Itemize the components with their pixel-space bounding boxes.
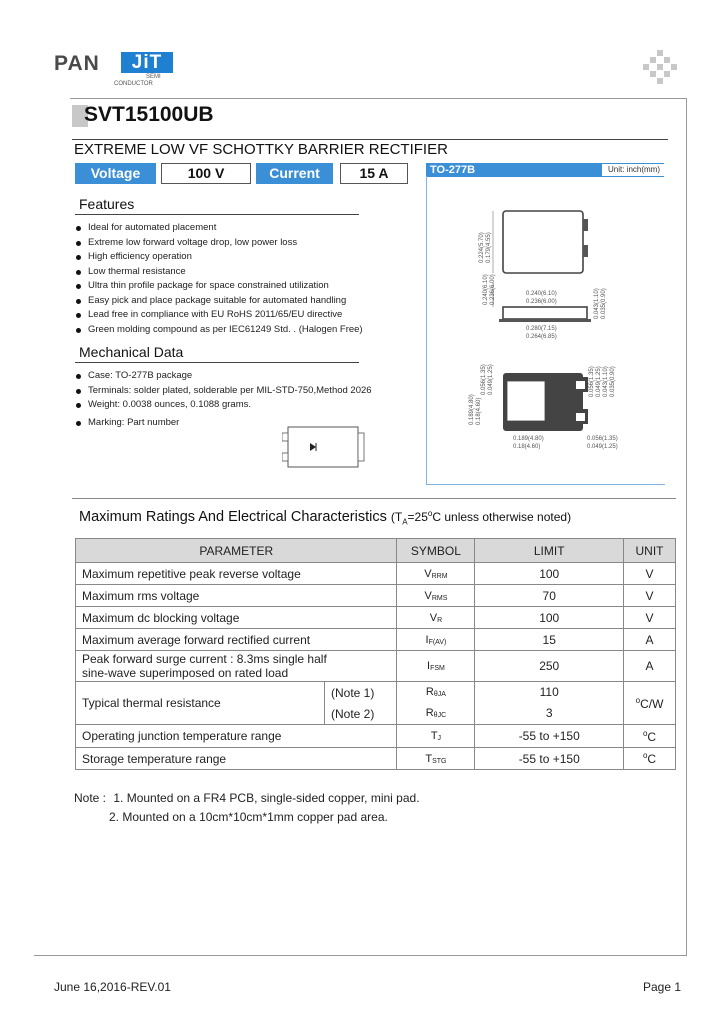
- thermal-limit1: 110: [539, 685, 559, 699]
- dim-text: 0.240(6.10): [483, 274, 489, 305]
- cond-text: C unless otherwise noted): [432, 510, 572, 524]
- cell-unit: $^o$C: [624, 725, 676, 748]
- dim-text: 0.236(6.00): [526, 299, 557, 305]
- dim-text: 0.189(4.80): [469, 394, 475, 425]
- list-item: Ideal for automated placement: [74, 221, 363, 236]
- cell-symbol: $V_R$: [397, 607, 475, 629]
- page-frame-bottom: [34, 955, 687, 956]
- note-1-text: 1. Mounted on a FR4 PCB, single-sided copper, mini pad.: [113, 791, 420, 805]
- thermal-note2: (Note 2): [331, 707, 375, 721]
- dim-text: 0.056(1.35): [481, 364, 487, 395]
- thermal-limit2: 3: [545, 706, 553, 720]
- cell-limit: 100: [475, 607, 624, 629]
- cell-symbol: $I_{F(AV)}$: [397, 629, 475, 651]
- bottom-view-pad: [507, 381, 545, 421]
- features-divider: [75, 214, 359, 215]
- section-separator: [72, 498, 676, 499]
- dim-text: 0.035(0.90): [610, 366, 616, 397]
- cell-param: Storage temperature range: [76, 748, 397, 770]
- dim-text: 0.049(1.25): [488, 364, 494, 395]
- cell-param: Maximum rms voltage: [76, 585, 397, 607]
- dim-text: 0.240(6.10): [526, 291, 557, 297]
- cell-unit: V: [624, 607, 676, 629]
- dim-text: 0.056(1.35): [589, 366, 595, 397]
- mechanical-divider: [75, 362, 359, 363]
- cell-unit: A: [624, 629, 676, 651]
- max-ratings-table: [75, 538, 676, 770]
- table-row: [76, 585, 676, 607]
- logo-sub-semi: SEMI: [146, 74, 161, 80]
- cell-unit: A: [624, 651, 676, 682]
- features-heading: Features: [79, 196, 135, 212]
- dim-text: 0.236(6.00): [490, 274, 496, 305]
- header-limit: LIMIT: [475, 539, 624, 563]
- cell-param: [76, 682, 397, 725]
- list-item: Ultra thin profile package for space constrained utilization: [74, 279, 363, 294]
- voltage-value: 100 V: [161, 163, 251, 184]
- checker-pattern-decoration: [643, 50, 677, 84]
- current-label: Current: [256, 163, 333, 184]
- cell-param: Peak forward surge current : 8.3ms single half sine-wave superimposed on rated load: [76, 651, 397, 682]
- cell-symbol: $T_J$: [397, 725, 475, 748]
- logo-pan-text: PAN: [54, 52, 100, 75]
- table-row: [76, 607, 676, 629]
- top-view-pin-1: [583, 219, 588, 231]
- mechanical-list: [74, 369, 372, 430]
- dim-text: 0.280(7.15): [526, 326, 557, 332]
- cell-symbol: $V_{RRM}$: [397, 563, 475, 585]
- dim-text: 0.189(4.80): [513, 436, 544, 442]
- table-row: [76, 651, 676, 682]
- cell-param: Operating junction temperature range: [76, 725, 397, 748]
- dim-text: 0.049(1.25): [596, 366, 602, 397]
- part-number: SVT15100UB: [84, 103, 214, 126]
- marking-diagram: [282, 424, 366, 472]
- package-outline-drawing: [427, 177, 663, 483]
- logo-sub-conductor: CONDUCTOR: [114, 81, 153, 87]
- page-frame-right: [686, 98, 687, 956]
- cell-limit: -55 to +150: [475, 748, 624, 770]
- cell-limit: [475, 682, 624, 725]
- cell-param: Maximum repetitive peak reverse voltage: [76, 563, 397, 585]
- header-symbol: SYMBOL: [397, 539, 475, 563]
- package-unit-note: Unit: inch(mm): [602, 164, 664, 176]
- top-view-body: [503, 211, 583, 273]
- thermal-note1: (Note 1): [331, 686, 375, 700]
- table-row: [76, 629, 676, 651]
- cell-symbol: $T_{STG}$: [397, 748, 475, 770]
- list-item: Lead free in compliance with EU RoHS 2011/65/EU directive: [74, 308, 363, 323]
- list-item: Terminals: solder plated, solderable per MIL-STD-750,Method 2026: [74, 384, 372, 399]
- dim-text: 0.035(0.90): [601, 288, 607, 319]
- cell-unit: V: [624, 585, 676, 607]
- package-name: TO-277B: [430, 164, 476, 176]
- cond-text: =25: [407, 510, 428, 524]
- cell-symbol: $R_{\theta JA}$ $R_{\theta JC}$: [397, 682, 475, 725]
- table-row-thermal: [76, 682, 676, 725]
- thermal-param: Typical thermal resistance: [82, 696, 221, 710]
- dim-text: 0.264(6.85): [526, 334, 557, 340]
- cell-limit: 15: [475, 629, 624, 651]
- dim-text: 0.043(1.10): [594, 288, 600, 319]
- cell-limit: -55 to +150: [475, 725, 624, 748]
- footer-date: June 16,2016-REV.01: [54, 980, 171, 994]
- list-item: High efficiency operation: [74, 250, 363, 265]
- cond-text: A: [402, 517, 408, 527]
- side-view-lead: [499, 319, 591, 322]
- cell-limit: 70: [475, 585, 624, 607]
- header-parameter: PARAMETER: [76, 539, 397, 563]
- cell-param: Maximum average forward rectified current: [76, 629, 397, 651]
- table-header-row: [76, 539, 676, 563]
- cell-symbol: $V_{RMS}$: [397, 585, 475, 607]
- cell-symbol: $I_{FSM}$: [397, 651, 475, 682]
- product-title: EXTREME LOW VF SCHOTTKY BARRIER RECTIFIER: [74, 141, 448, 158]
- dim-text: 0.224(5.70): [479, 232, 485, 263]
- top-view-pin-2: [583, 245, 588, 257]
- table-row: [76, 748, 676, 770]
- cell-limit: 250: [475, 651, 624, 682]
- header-unit: UNIT: [624, 539, 676, 563]
- list-item: Marking: Part number: [74, 416, 372, 431]
- cell-limit: 100: [475, 563, 624, 585]
- max-ratings-title: [79, 509, 571, 526]
- voltage-label: Voltage: [75, 163, 156, 184]
- cell-param: Maximum dc blocking voltage: [76, 607, 397, 629]
- dim-text: 0.179(4.55): [486, 232, 492, 263]
- max-ratings-title-text: Maximum Ratings And Electrical Characteristics: [79, 509, 387, 525]
- dim-text: 0.049(1.25): [587, 444, 618, 450]
- list-item: Easy pick and place package suitable for automated handling: [74, 294, 363, 309]
- cond-text: (T: [390, 510, 403, 524]
- dim-text: 0.043(1.10): [603, 366, 609, 397]
- dim-text: 0.056(1.35): [587, 436, 618, 442]
- footer-page: Page 1: [643, 980, 682, 994]
- dim-text: 0.18(4.60): [476, 397, 482, 425]
- cell-unit: $^o$C/W: [624, 682, 676, 725]
- current-value: 15 A: [340, 163, 408, 184]
- cell-unit: V: [624, 563, 676, 585]
- dim-text: 0.18(4.60): [513, 444, 541, 450]
- table-row: [76, 563, 676, 585]
- table-row: [76, 725, 676, 748]
- note-2-text: 2. Mounted on a 10cm*10cm*1mm copper pad area.: [109, 810, 388, 824]
- list-item: Low thermal resistance: [74, 265, 363, 280]
- title-divider: [72, 139, 668, 140]
- mechanical-heading: Mechanical Data: [79, 344, 184, 360]
- cond-text: o: [427, 509, 433, 518]
- note-1: [74, 791, 420, 805]
- note-label: Note :: [74, 791, 107, 805]
- features-list: [74, 221, 363, 337]
- list-item: Case: TO-277B package: [74, 369, 372, 384]
- list-item: Green molding compound as per IEC61249 Std. . (Halogen Free): [74, 323, 363, 338]
- side-view-body: [503, 307, 587, 319]
- list-item: Extreme low forward voltage drop, low power loss: [74, 236, 363, 251]
- cell-unit: $^o$C: [624, 748, 676, 770]
- package-label-bar: [426, 163, 664, 177]
- list-item: Weight: 0.0038 ounces, 0.1088 grams.: [74, 398, 372, 413]
- page-frame-top: [70, 98, 687, 99]
- logo-jit-text: JiT: [121, 52, 173, 73]
